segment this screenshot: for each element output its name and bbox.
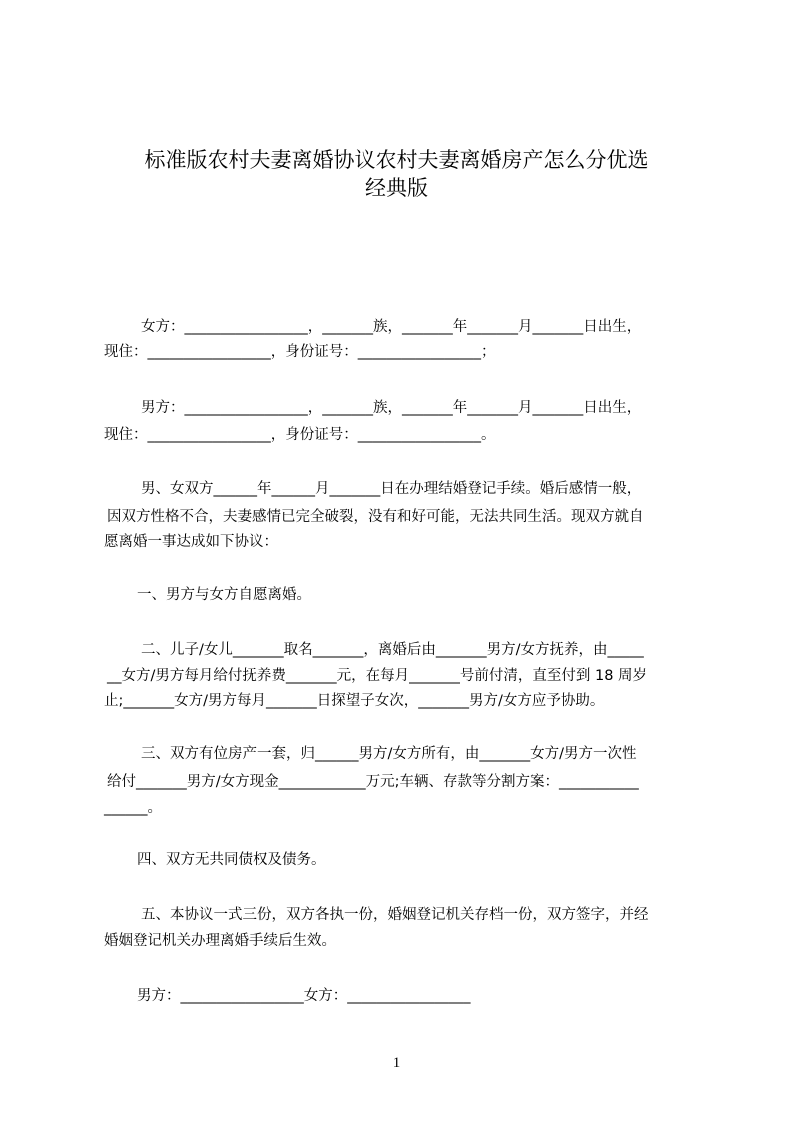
preamble-line-2: 因双方性格不合，夫妻感情已完全破裂，没有和好可能，无法共同生活。现双方就自 (107, 509, 644, 525)
female-party-line-1: 女方：_________________，_______族，_______年_______月_______日出生， (141, 319, 642, 335)
page-number: 1 (392, 1055, 401, 1071)
clause-3-line-1: 三、双方有位房产一套，归______男方/女方所有，由_______女方/男方一次性 (141, 746, 637, 762)
clause-2-line-1: 二、儿子/女儿_______取名_______，离婚后由_______男方/女方抚养，由_____ (141, 642, 644, 658)
female-party-line-2: 现住：_________________，身份证号：_________________； (104, 344, 496, 360)
male-party-line-2: 现住：_________________，身份证号：_________________。 (104, 427, 496, 443)
clause-2-line-2: __女方/男方每月给付抚养费_______元，在每月_______号前付清，直至付到 18 周岁 (107, 668, 648, 684)
preamble-line-3: 愿离婚一事达成如下协议： (104, 534, 278, 550)
clause-4: 四、双方无共同债权及债务。 (137, 852, 326, 868)
clause-3-line-3: ______。 (104, 800, 162, 816)
clause-5-line-1: 五、本协议一式三份，双方各执一份，婚姻登记机关存档一份，双方签字，并经 (141, 907, 649, 923)
male-party-line-1: 男方：_________________，_______族，_______年_______月_______日出生， (141, 400, 642, 416)
clause-5-line-2: 婚姻登记机关办理离婚手续后生效。 (104, 933, 336, 949)
preamble-line-1: 男、女双方______年______月_______日在办理结婚登记手续。婚后感情一般， (141, 481, 642, 497)
document-title-line-2: 经典版 (365, 176, 428, 200)
clause-3-line-2: 给付_______男方/女方现金____________万元;车辆、存款等分割方案：___________ (107, 774, 639, 790)
clause-2-line-3: 止;_______女方/男方每月_______日探望子女次，_______男方/女方应予协助。 (104, 693, 605, 709)
document-title-line-1: 标准版农村夫妻离婚协议农村夫妻离婚房产怎么分优选 (144, 148, 649, 172)
signature-line: 男方：_________________女方：_________________ (137, 988, 471, 1004)
clause-1: 一、男方与女方自愿离婚。 (137, 587, 311, 603)
